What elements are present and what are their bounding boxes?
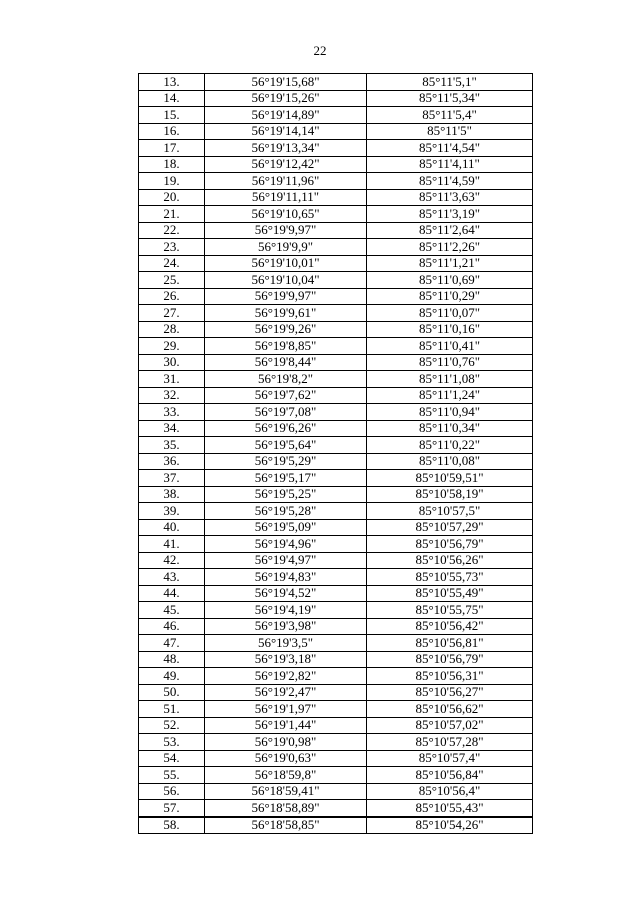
table-row: [139, 817, 533, 834]
point-number-cell: 26.: [139, 288, 205, 305]
latitude-cell: 56°19'9,61": [205, 305, 367, 322]
table-row: [139, 107, 533, 124]
point-number-cell: 56.: [139, 783, 205, 800]
latitude-cell: 56°19'10,65": [205, 206, 367, 223]
table-row: [139, 404, 533, 421]
latitude-cell: 56°18'58,85": [205, 817, 367, 834]
point-number-cell: 16.: [139, 123, 205, 140]
table-row: [139, 536, 533, 553]
point-number-cell: 17.: [139, 140, 205, 157]
latitude-cell: 56°19'8,85": [205, 338, 367, 355]
point-number-cell: 40.: [139, 519, 205, 536]
table-row: [139, 123, 533, 140]
latitude-cell: 56°19'14,89": [205, 107, 367, 124]
latitude-cell: 56°18'59,8": [205, 767, 367, 784]
longitude-cell: 85°11'5,1": [367, 74, 533, 91]
longitude-cell: 85°10'56,27": [367, 684, 533, 701]
latitude-cell: 56°19'9,97": [205, 288, 367, 305]
latitude-cell: 56°19'15,68": [205, 74, 367, 91]
longitude-cell: 85°10'55,73": [367, 569, 533, 586]
longitude-cell: 85°11'5,34": [367, 90, 533, 107]
table-row: [139, 684, 533, 701]
longitude-cell: 85°11'0,34": [367, 420, 533, 437]
longitude-cell: 85°10'56,62": [367, 701, 533, 718]
point-number-cell: 37.: [139, 470, 205, 487]
latitude-cell: 56°19'4,96": [205, 536, 367, 553]
table-row: [139, 90, 533, 107]
longitude-cell: 85°10'57,28": [367, 734, 533, 751]
table-row: [139, 734, 533, 751]
longitude-cell: 85°11'5": [367, 123, 533, 140]
table-row: [139, 651, 533, 668]
longitude-cell: 85°10'56,4": [367, 783, 533, 800]
longitude-cell: 85°11'1,21": [367, 255, 533, 272]
longitude-cell: 85°11'4,11": [367, 156, 533, 173]
point-number-cell: 36.: [139, 453, 205, 470]
longitude-cell: 85°11'1,08": [367, 371, 533, 388]
latitude-cell: 56°19'5,64": [205, 437, 367, 454]
longitude-cell: 85°10'56,81": [367, 635, 533, 652]
latitude-cell: 56°19'5,25": [205, 486, 367, 503]
table-row: [139, 453, 533, 470]
latitude-cell: 56°19'9,97": [205, 222, 367, 239]
latitude-cell: 56°19'4,19": [205, 602, 367, 619]
point-number-cell: 50.: [139, 684, 205, 701]
table-row: [139, 668, 533, 685]
latitude-cell: 56°19'7,08": [205, 404, 367, 421]
point-number-cell: 31.: [139, 371, 205, 388]
table-row: [139, 173, 533, 190]
longitude-cell: 85°10'56,84": [367, 767, 533, 784]
longitude-cell: 85°11'0,76": [367, 354, 533, 371]
latitude-cell: 56°19'5,29": [205, 453, 367, 470]
longitude-cell: 85°10'55,49": [367, 585, 533, 602]
longitude-cell: 85°11'0,08": [367, 453, 533, 470]
point-number-cell: 13.: [139, 74, 205, 91]
table-row: [139, 140, 533, 157]
table-row: [139, 255, 533, 272]
point-number-cell: 23.: [139, 239, 205, 256]
longitude-cell: 85°11'2,64": [367, 222, 533, 239]
longitude-cell: 85°10'56,79": [367, 536, 533, 553]
longitude-cell: 85°10'57,29": [367, 519, 533, 536]
table-row: [139, 470, 533, 487]
latitude-cell: 56°19'13,34": [205, 140, 367, 157]
table-row: [139, 239, 533, 256]
table-row: [139, 569, 533, 586]
latitude-cell: 56°19'8,44": [205, 354, 367, 371]
latitude-cell: 56°19'0,98": [205, 734, 367, 751]
longitude-cell: 85°11'0,07": [367, 305, 533, 322]
point-number-cell: 41.: [139, 536, 205, 553]
point-number-cell: 27.: [139, 305, 205, 322]
table-row: [139, 519, 533, 536]
page-number: 22: [313, 43, 327, 58]
table-row: [139, 420, 533, 437]
point-number-cell: 28.: [139, 321, 205, 338]
longitude-cell: 85°10'56,42": [367, 618, 533, 635]
latitude-cell: 56°19'15,26": [205, 90, 367, 107]
table-row: [139, 783, 533, 800]
table-row: [139, 552, 533, 569]
point-number-cell: 15.: [139, 107, 205, 124]
latitude-cell: 56°19'11,11": [205, 189, 367, 206]
longitude-cell: 85°10'56,79": [367, 651, 533, 668]
point-number-cell: 38.: [139, 486, 205, 503]
table-row: [139, 635, 533, 652]
coordinates-table-body: [139, 74, 533, 834]
point-number-cell: 44.: [139, 585, 205, 602]
latitude-cell: 56°19'3,18": [205, 651, 367, 668]
longitude-cell: 85°10'55,43": [367, 800, 533, 817]
point-number-cell: 14.: [139, 90, 205, 107]
latitude-cell: 56°19'10,01": [205, 255, 367, 272]
latitude-cell: 56°19'5,17": [205, 470, 367, 487]
point-number-cell: 52.: [139, 717, 205, 734]
point-number-cell: 21.: [139, 206, 205, 223]
latitude-cell: 56°19'0,63": [205, 750, 367, 767]
latitude-cell: 56°19'10,04": [205, 272, 367, 289]
longitude-cell: 85°11'3,63": [367, 189, 533, 206]
point-number-cell: 47.: [139, 635, 205, 652]
longitude-cell: 85°10'56,31": [367, 668, 533, 685]
longitude-cell: 85°10'57,02": [367, 717, 533, 734]
table-row: [139, 272, 533, 289]
longitude-cell: 85°10'56,26": [367, 552, 533, 569]
table-row: [139, 156, 533, 173]
table-row: [139, 387, 533, 404]
latitude-cell: 56°19'11,96": [205, 173, 367, 190]
point-number-cell: 57.: [139, 800, 205, 817]
longitude-cell: 85°11'4,54": [367, 140, 533, 157]
point-number-cell: 18.: [139, 156, 205, 173]
point-number-cell: 34.: [139, 420, 205, 437]
table-row: [139, 701, 533, 718]
longitude-cell: 85°10'54,26": [367, 817, 533, 834]
point-number-cell: 19.: [139, 173, 205, 190]
latitude-cell: 56°19'5,28": [205, 503, 367, 520]
point-number-cell: 30.: [139, 354, 205, 371]
longitude-cell: 85°11'0,41": [367, 338, 533, 355]
point-number-cell: 53.: [139, 734, 205, 751]
table-row: [139, 437, 533, 454]
longitude-cell: 85°11'0,29": [367, 288, 533, 305]
longitude-cell: 85°11'4,59": [367, 173, 533, 190]
table-row: [139, 74, 533, 91]
table-row: [139, 222, 533, 239]
latitude-cell: 56°19'5,09": [205, 519, 367, 536]
latitude-cell: 56°19'14,14": [205, 123, 367, 140]
table-row: [139, 338, 533, 355]
longitude-cell: 85°10'58,19": [367, 486, 533, 503]
latitude-cell: 56°19'9,26": [205, 321, 367, 338]
point-number-cell: 55.: [139, 767, 205, 784]
table-row: [139, 371, 533, 388]
latitude-cell: 56°18'59,41": [205, 783, 367, 800]
latitude-cell: 56°19'4,52": [205, 585, 367, 602]
table-row: [139, 767, 533, 784]
latitude-cell: 56°19'12,42": [205, 156, 367, 173]
longitude-cell: 85°11'0,69": [367, 272, 533, 289]
table-row: [139, 288, 533, 305]
latitude-cell: 56°19'9,9": [205, 239, 367, 256]
table-row: [139, 750, 533, 767]
point-number-cell: 51.: [139, 701, 205, 718]
point-number-cell: 20.: [139, 189, 205, 206]
point-number-cell: 39.: [139, 503, 205, 520]
longitude-cell: 85°11'1,24": [367, 387, 533, 404]
table-row: [139, 585, 533, 602]
point-number-cell: 43.: [139, 569, 205, 586]
point-number-cell: 29.: [139, 338, 205, 355]
latitude-cell: 56°19'8,2": [205, 371, 367, 388]
point-number-cell: 54.: [139, 750, 205, 767]
point-number-cell: 22.: [139, 222, 205, 239]
latitude-cell: 56°19'6,26": [205, 420, 367, 437]
longitude-cell: 85°11'2,26": [367, 239, 533, 256]
point-number-cell: 33.: [139, 404, 205, 421]
latitude-cell: 56°19'3,5": [205, 635, 367, 652]
longitude-cell: 85°10'59,51": [367, 470, 533, 487]
table-row: [139, 503, 533, 520]
table-row: [139, 189, 533, 206]
table-row: [139, 206, 533, 223]
longitude-cell: 85°10'57,4": [367, 750, 533, 767]
latitude-cell: 56°19'4,83": [205, 569, 367, 586]
point-number-cell: 25.: [139, 272, 205, 289]
point-number-cell: 45.: [139, 602, 205, 619]
table-row: [139, 486, 533, 503]
table-row: [139, 305, 533, 322]
point-number-cell: 24.: [139, 255, 205, 272]
point-number-cell: 35.: [139, 437, 205, 454]
point-number-cell: 58.: [139, 817, 205, 834]
point-number-cell: 46.: [139, 618, 205, 635]
point-number-cell: 42.: [139, 552, 205, 569]
longitude-cell: 85°11'0,16": [367, 321, 533, 338]
latitude-cell: 56°19'4,97": [205, 552, 367, 569]
latitude-cell: 56°19'2,82": [205, 668, 367, 685]
table-row: [139, 618, 533, 635]
latitude-cell: 56°19'1,97": [205, 701, 367, 718]
table-row: [139, 717, 533, 734]
latitude-cell: 56°19'1,44": [205, 717, 367, 734]
latitude-cell: 56°19'7,62": [205, 387, 367, 404]
table-row: [139, 354, 533, 371]
latitude-cell: 56°18'58,89": [205, 800, 367, 817]
longitude-cell: 85°11'0,22": [367, 437, 533, 454]
point-number-cell: 48.: [139, 651, 205, 668]
latitude-cell: 56°19'3,98": [205, 618, 367, 635]
longitude-cell: 85°10'57,5": [367, 503, 533, 520]
point-number-cell: 49.: [139, 668, 205, 685]
coordinates-table: [138, 73, 533, 834]
point-number-cell: 32.: [139, 387, 205, 404]
longitude-cell: 85°11'0,94": [367, 404, 533, 421]
table-row: [139, 800, 533, 817]
longitude-cell: 85°11'5,4": [367, 107, 533, 124]
longitude-cell: 85°11'3,19": [367, 206, 533, 223]
table-row: [139, 321, 533, 338]
latitude-cell: 56°19'2,47": [205, 684, 367, 701]
longitude-cell: 85°10'55,75": [367, 602, 533, 619]
table-row: [139, 602, 533, 619]
